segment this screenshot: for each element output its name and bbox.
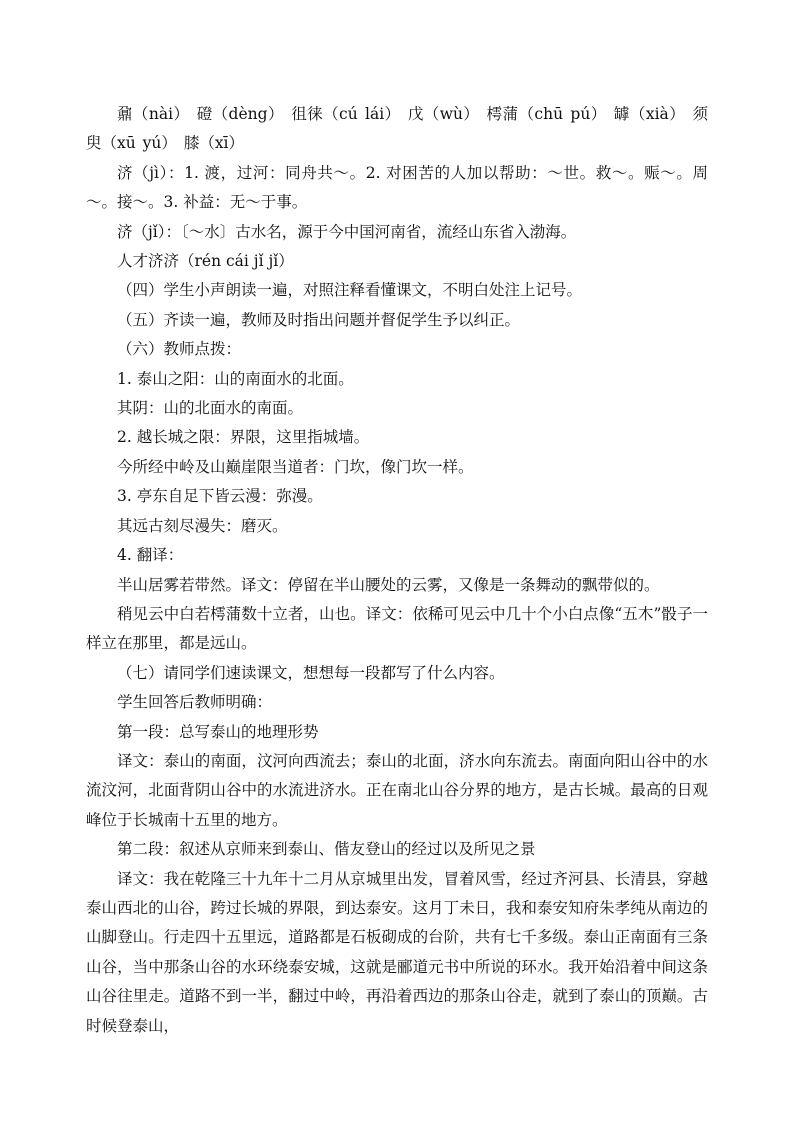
- idiom-rencaijiji: 人才济济（rén cái jǐ jǐ）: [117, 252, 294, 271]
- definition-ji4: 济（jì）：1. 渡，过河：同舟共～。2. 对困苦的人加以帮助：～世。救～。赈～。周～。接～。3. 补益：无～于事。: [86, 163, 708, 212]
- step-four: （四）学生小声朗读一遍，对照注释看懂课文，不明白处注上记号。: [117, 281, 583, 300]
- definition-ji3: 济（jǐ）：〔～水〕古水名，源于今中国河南省，流经山东省入渤海。: [117, 222, 577, 241]
- teacher-clarify: 学生回答后教师明确：: [117, 693, 273, 712]
- pronunciation-list: 鼐（nài） 磴（dèng） 徂徕（cú lái） 戊（wù） 樗蒲（chū pú） 罅（xià） 须臾（xū yú） 膝（xī）: [86, 105, 708, 153]
- document-page: [86, 100, 708, 1041]
- translation-2: 稍见云中白若樗蒲数十立者，山也。译文：依稀可见云中几十个小白点像“五木”骰子一样立在那里，都是远山。: [86, 604, 708, 653]
- paragraph-two-translation: 译文：我在乾隆三十九年十二月从京城里出发，冒着风雪，经过齐河县、长清县，穿越泰山西北的山谷，跨过长城的界限，到达泰安。这月丁未日，我和泰安知府朱孝纯从南边的山脚登山。行走四十五里远，道路都是石板砌成的台阶，共有七千多级。泰山正南面有三条山谷，当中那条山谷的水环绕泰安城，这就是郦道元书中所说的环水。我开始沿着中间这条山谷往里走。道路不到一半，翻过中岭，再沿着西边的那条山谷走，就到了泰山的顶巅。古时候登泰山，: [86, 869, 708, 1035]
- paragraph-two-summary: 第二段：叙述从京师来到泰山、偕友登山的经过以及所见之景: [117, 840, 536, 859]
- note-2b: 今所经中岭及山巅崖限当道者：门坎，像门坎一样。: [117, 457, 474, 476]
- note-4-heading: 4. 翻译：: [117, 546, 184, 565]
- note-1: 1. 泰山之阳：山的南面水的北面。: [117, 369, 354, 388]
- note-3: 3. 亭东自足下皆云漫：弥漫。: [117, 487, 323, 506]
- paragraph-one-translation: 译文：泰山的南面，汶河向西流去；泰山的北面，济水向东流去。南面向阳山谷中的水流汶河，北面背阴山谷中的水流进济水。正在南北山谷分界的地方，是古长城。最高的日观峰位于长城南十五里的地方。: [86, 751, 708, 829]
- paragraph-one-summary: 第一段：总写泰山的地理形势: [117, 722, 319, 741]
- step-six-heading: （六）教师点拨：: [117, 340, 242, 359]
- step-five: （五）齐读一遍，教师及时指出问题并督促学生予以纠正。: [117, 310, 521, 329]
- translation-1: 半山居雾若带然。译文：停留在半山腰处的云雾，又像是一条舞动的飘带似的。: [117, 575, 660, 594]
- note-3b: 其远古刻尽漫失：磨灭。: [117, 516, 288, 535]
- note-1b: 其阴：山的北面水的南面。: [117, 399, 304, 418]
- note-2: 2. 越长城之限：界限，这里指城墙。: [117, 428, 370, 447]
- step-seven: （七）请同学们速读课文，想想每一段都写了什么内容。: [117, 663, 505, 682]
